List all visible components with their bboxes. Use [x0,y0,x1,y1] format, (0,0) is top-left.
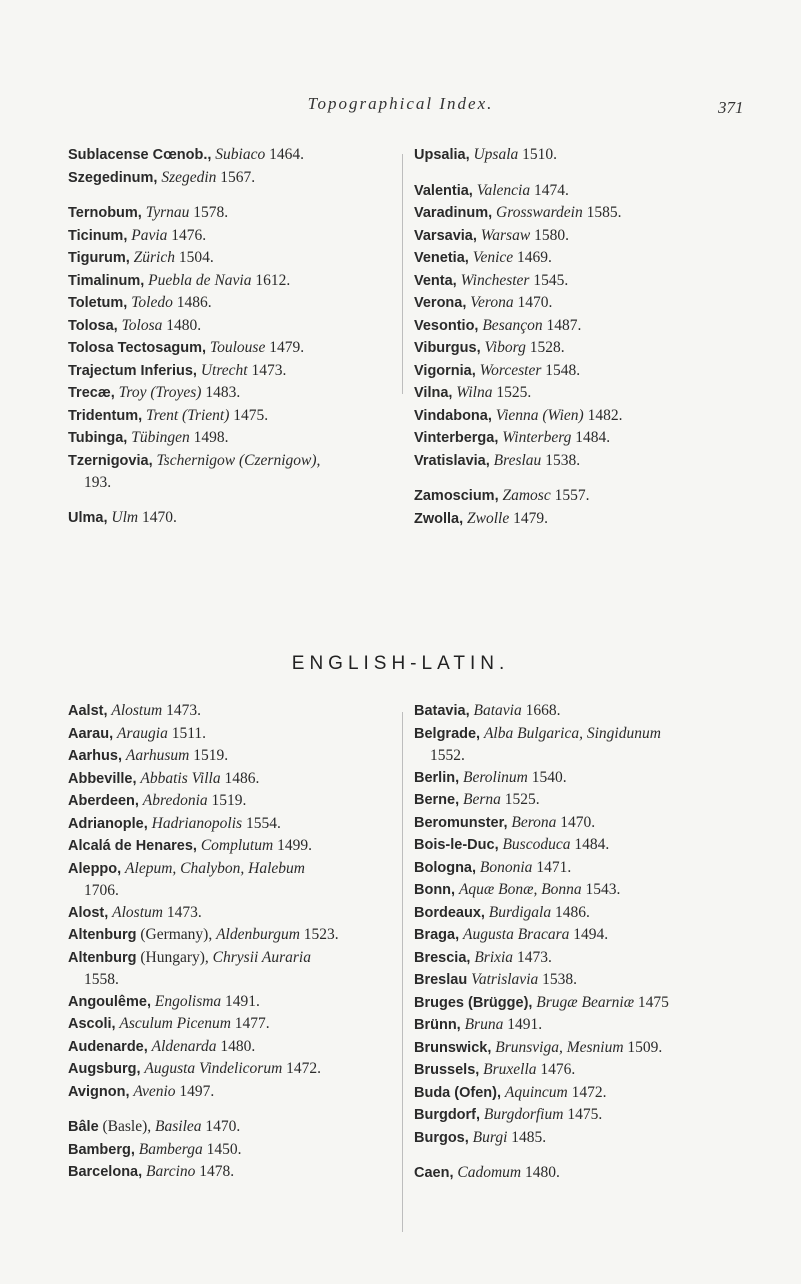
index-entry [414,1014,669,1037]
index-entry [68,924,339,947]
latin-name: Brunsviga, Mesnium [495,1038,624,1056]
latin-name: Cadomum [457,1164,522,1181]
latin-name: Tübingen [131,429,190,446]
place-name: Ulma, [68,509,108,526]
place-name: Varadinum, [414,205,493,221]
latin-name: Viborg [484,339,526,356]
place-name: Ascoli, [68,1016,116,1032]
place-name: Batavia, [414,703,470,719]
latin-name: Puebla de Navia [148,271,252,289]
entry-note: (Germany), [136,926,217,943]
place-name: Zwolla, [414,510,464,527]
index-entry [68,270,320,293]
latin-name: Aldenarda [151,1037,217,1055]
index-entry [68,507,320,530]
place-name: Venta, [414,272,457,289]
latin-name: Toledo [131,294,173,311]
place-name: Alost, [68,904,109,921]
index-entry [414,1104,669,1127]
place-name: Bordeaux, [414,904,485,921]
latin-name: Zamosc [502,487,551,504]
latin-name: Worcester [479,361,542,379]
place-name: Tigurum, [68,250,130,266]
entry-year: 1485. [507,1128,547,1146]
page-number: 371 [718,98,744,117]
index-entry [414,225,622,248]
place-name: Brescia, [414,949,471,966]
index-entry [68,382,320,405]
entry-year: 1470. [513,294,553,311]
entry-year: 1477. [230,1015,270,1032]
latin-name: Aldenburgum [216,926,300,943]
index-entry [414,992,669,1015]
place-name: Adrianople, [68,815,148,832]
entry-year: 1480. [162,316,202,334]
place-name: Aarhus, [68,748,122,764]
latin-name: Batavia [473,702,522,719]
index-entry [414,1037,669,1060]
latin-name: Verona [470,294,514,311]
place-name: Vratislavia, [414,452,490,469]
latin-name: Berna [463,791,501,808]
entry-year: 1474. [530,181,569,199]
entry-year: 1473. [513,948,552,966]
place-name: Zamoscium, [414,488,499,504]
latin-name: Araugia [117,724,168,742]
latin-name: Alostum [112,903,163,921]
place-name: Bâle [68,1119,99,1135]
latin-name: Alba Bulgarica, Singidunum [483,724,661,742]
place-name: Bruges (Brügge), [414,994,533,1011]
latin-name: Engolisma [154,992,222,1010]
index-entry [68,768,339,791]
latin-name: Aarhusum [125,747,190,764]
index-entry [414,508,622,531]
place-name: Vigornia, [414,362,476,379]
entry-year: 1580. [530,226,569,244]
entry-year: 1470. [138,508,177,526]
place-name: Aberdeen, [68,793,139,809]
latin-name: Barcino [146,1163,196,1180]
latin-name: Abredonia [142,792,208,809]
latin-name: Winchester [460,271,530,289]
index-entry [68,700,339,723]
entry-year: 1585. [582,204,622,221]
index-entry [414,767,669,790]
latin-name: Bamberga [138,1140,203,1158]
place-name: Berne, [414,792,460,808]
index-entry [414,834,669,857]
latin-name: Grosswardein [496,204,583,221]
index-entry [414,879,669,902]
entry-year: 1491. [221,992,260,1010]
index-entry [68,1139,339,1162]
latin-name: Breslau [493,451,542,469]
index-entry [68,225,320,248]
index-entry [414,382,622,405]
index-entry [68,991,339,1014]
latin-name: Warsaw [480,226,531,244]
latin-name: Abbatis Villa [140,769,221,787]
entry-year: 1612. [251,271,291,289]
place-name: Vinterberga, [414,430,499,446]
entry-year: 1540. [527,768,567,786]
entry-year: 1519. [189,747,229,764]
place-name: Trajectum Inferius, [68,362,197,379]
entry-note: (Hungary), [136,948,213,966]
entry-year: 1469. [513,249,552,266]
place-name: Bologna, [414,859,477,876]
index-entry [414,723,669,746]
latin-english-left-column [68,144,320,529]
latin-name: Asculum Picenum [119,1015,231,1032]
column-rule [402,154,403,394]
latin-name: Brixia [474,948,514,966]
entry-year: 1578. [189,204,229,221]
entry-year: 1472. [282,1060,322,1077]
latin-name: Troy (Troyes) [118,384,202,401]
entry-year: 1464. [265,146,304,163]
entry-year: 1476. [167,226,207,244]
latin-name: Aquincum [504,1083,568,1101]
place-name: Avignon, [68,1083,130,1100]
latin-name: Buscoduca [502,836,571,853]
index-entry [68,835,339,858]
latin-name: Vienna (Wien) [495,406,584,424]
index-entry [414,745,669,767]
index-entry [414,1059,669,1082]
index-entry [68,1161,339,1184]
index-entry [414,292,622,315]
entry-year: 1478. [195,1163,235,1180]
latin-name: Vatrislavia [471,971,539,988]
latin-name: Valencia [476,181,531,199]
index-entry [414,427,622,450]
latin-name: Tolosa [121,316,163,334]
index-entry [414,360,622,383]
latin-name: Ulm [111,508,139,526]
index-entry [414,1127,669,1150]
entry-year: 1497. [175,1082,215,1100]
place-name: Beromunster, [414,814,508,831]
place-name: Barcelona, [68,1164,143,1180]
column-rule [402,712,403,1232]
latin-name: Alostum [111,702,163,719]
latin-english-right-column [414,144,622,530]
entry-year: 1473. [247,361,287,379]
latin-name: Bruna [464,1016,504,1033]
index-entry [68,1036,339,1059]
entry-year: 1484. [570,836,610,853]
entry-year: 1479. [509,509,548,527]
place-name: Abbeville, [68,770,137,787]
index-entry [414,812,669,835]
index-entry [414,857,669,880]
latin-name: Aquæ Bonæ, Bonna [458,881,582,898]
entry-year: 1450. [202,1140,242,1158]
place-name: Timalinum, [68,272,145,289]
index-entry [68,315,320,338]
entry-year: 1486. [551,903,590,921]
latin-name: Augusta Vindelicorum [144,1060,283,1077]
latin-name: Zwolle [467,509,510,527]
entry-year: 1475 [634,993,669,1011]
place-name: Toletum, [68,295,128,311]
entry-year: 1538. [541,451,581,469]
place-name: Brünn, [414,1017,461,1033]
index-entry [414,315,622,338]
latin-name: Tschernigow (Czernigow), [156,451,321,469]
place-name: Tubinga, [68,430,128,446]
entry-year: 1487. [542,316,582,334]
place-name: Bamberg, [68,1141,135,1158]
entry-year: 1706. [84,882,119,899]
entry-year: 1470. [556,813,596,831]
entry-year: 1519. [207,792,247,809]
place-name: Bois-le-Duc, [414,837,499,853]
index-entry [68,745,339,768]
index-entry [68,723,339,746]
entry-year: 1473. [162,903,202,921]
entry-year: 1567. [216,168,256,186]
latin-name: Szegedin [161,168,217,186]
entry-year: 1558. [84,971,119,988]
entry-year: 1486. [220,769,260,787]
entry-year: 1484. [571,429,611,446]
entry-year: 1510. [518,146,558,163]
place-name: Vesontio, [414,317,479,334]
place-name: Valentia, [414,182,473,199]
index-entry [68,427,320,450]
index-entry [414,789,669,812]
place-name: Venetia, [414,250,469,266]
index-entry [414,405,622,428]
index-entry [414,1162,669,1185]
entry-year: 1491. [503,1016,543,1033]
place-name: Ternobum, [68,205,142,221]
index-entry [414,450,622,473]
latin-name: Hadrianopolis [151,814,243,832]
place-name: Alcalá de Henares, [68,838,197,854]
place-name: Aarau, [68,725,114,742]
entry-year: 1509. [623,1038,663,1056]
place-name: Altenburg [68,927,137,943]
english-latin-left-column [68,700,339,1184]
entry-year: 1528. [525,339,565,356]
place-name: Verona, [414,295,467,311]
running-head: Topographical Index. [307,94,494,113]
index-entry [68,1081,339,1104]
index-entry [68,247,320,270]
entry-year: 1475. [229,406,269,424]
place-name: Vindabona, [414,407,492,424]
latin-name: Avenio [133,1082,176,1100]
index-entry [414,700,669,723]
index-entry [68,405,320,428]
index-entry [414,144,622,167]
entry-year: 1472. [567,1083,607,1101]
latin-name: Brugæ Bearniæ [536,993,635,1011]
place-name: Altenburg [68,949,137,966]
place-name: Brussels, [414,1062,480,1078]
place-name: Sublacense Cœnob., [68,147,212,163]
entry-year: 1494. [569,926,609,943]
place-name: Ticinum, [68,227,128,244]
entry-year: 1486. [172,294,212,311]
place-name: Berlin, [414,769,460,786]
entry-year: 1552. [430,747,465,764]
place-name: Szegedinum, [68,169,158,186]
entry-year: 193. [84,474,112,491]
entry-year: 1668. [521,702,561,719]
place-name: Caen, [414,1165,454,1181]
index-entry [68,337,320,360]
place-name: Burgdorf, [414,1107,481,1123]
place-name: Angoulême, [68,993,151,1010]
index-entry [68,1013,339,1036]
entry-year: 1475. [563,1106,603,1123]
index-entry [68,902,339,925]
index-entry [414,247,622,270]
section-heading: ENGLISH-LATIN. [291,653,510,674]
place-name: Aleppo, [68,860,122,877]
index-entry [68,880,339,902]
entry-year: 1483. [201,384,241,401]
place-name: Bonn, [414,882,456,898]
index-entry [68,813,339,836]
place-name: Tolosa, [68,317,118,334]
latin-name: Bruxella [483,1061,537,1078]
latin-name: Berolinum [463,768,528,786]
latin-name: Besançon [482,316,543,334]
entry-year: 1471. [532,858,572,876]
entry-year: 1473. [162,702,201,719]
latin-name: Alepum, Chalybon, Halebum [125,859,305,877]
latin-name: Winterberg [502,429,572,446]
place-name: Aalst, [68,703,108,719]
place-name: Upsalia, [414,147,470,163]
entry-year: 1511. [167,724,207,742]
latin-name: Upsala [473,146,519,163]
index-entry [68,472,320,494]
latin-name: Venice [472,249,514,266]
place-name: Belgrade, [414,725,481,742]
latin-name: Chrysii Auraria [212,948,311,966]
entry-year: 1548. [541,361,581,379]
latin-name: Trent (Trient) [146,406,230,424]
latin-name: Pavia [131,226,168,244]
place-name: Brunswick, [414,1039,492,1056]
index-entry [68,790,339,813]
entry-year: 1525. [500,791,540,808]
index-entry [414,1082,669,1105]
entry-note: (Basle), [98,1118,156,1135]
place-name: Vilna, [414,385,453,401]
index-entry [414,270,622,293]
entry-year: 1499. [273,837,312,854]
entry-year: 1554. [242,814,281,832]
index-entry [414,485,622,508]
latin-name: Burgi [472,1128,508,1146]
place-name: Breslau [414,972,468,988]
place-name: Varsavia, [414,227,477,244]
latin-name: Wilna [456,384,493,401]
index-entry [414,337,622,360]
english-latin-right-column [414,700,669,1185]
entry-year: 1523. [299,926,339,943]
index-entry [68,858,339,881]
entry-year: 1498. [189,429,229,446]
entry-year: 1470. [201,1118,241,1135]
latin-name: Subiaco [215,146,266,163]
entry-year: 1479. [265,339,305,356]
place-name: Tridentum, [68,407,143,424]
latin-name: Bononia [479,858,533,876]
place-name: Burgos, [414,1129,469,1146]
latin-name: Zürich [133,249,175,266]
index-entry [68,450,320,473]
entry-year: 1543. [581,881,621,898]
index-entry [68,360,320,383]
latin-name: Basilea [155,1118,202,1135]
index-entry [68,202,320,225]
entry-year: 1480. [521,1164,560,1181]
index-entry [68,969,339,991]
place-name: Tzernigovia, [68,452,153,469]
index-entry [414,924,669,947]
entry-year: 1480. [216,1037,256,1055]
place-name: Tolosa Tectosagum, [68,340,207,356]
latin-name: Complutum [200,837,274,854]
latin-name: Augusta Bracara [463,926,570,943]
entry-year: 1504. [174,249,214,266]
index-entry [68,947,339,970]
latin-name: Burdigala [488,903,552,921]
latin-name: Utrecht [200,361,248,379]
index-entry [414,202,622,225]
latin-name: Toulouse [209,339,266,356]
index-entry [414,902,669,925]
place-name: Viburgus, [414,340,481,356]
index-entry [68,144,320,167]
place-name: Trecæ, [68,385,115,401]
index-entry [414,180,622,203]
entry-year: 1557. [550,487,590,504]
entry-year: 1482. [583,406,623,424]
index-entry [68,1116,339,1139]
entry-year: 1525. [492,384,532,401]
entry-year: 1538. [538,971,577,988]
entry-year: 1545. [529,271,569,289]
index-entry [68,167,320,190]
latin-name: Tyrnau [145,204,190,221]
latin-name: Berona [511,813,557,831]
place-name: Buda (Ofen), [414,1084,501,1101]
place-name: Audenarde, [68,1038,148,1055]
index-entry [414,969,669,992]
index-entry [414,947,669,970]
place-name: Braga, [414,927,460,943]
place-name: Augsburg, [68,1061,141,1077]
latin-name: Burgdorfium [483,1106,564,1123]
index-entry [68,1058,339,1081]
entry-year: 1476. [536,1061,576,1078]
index-entry [68,292,320,315]
